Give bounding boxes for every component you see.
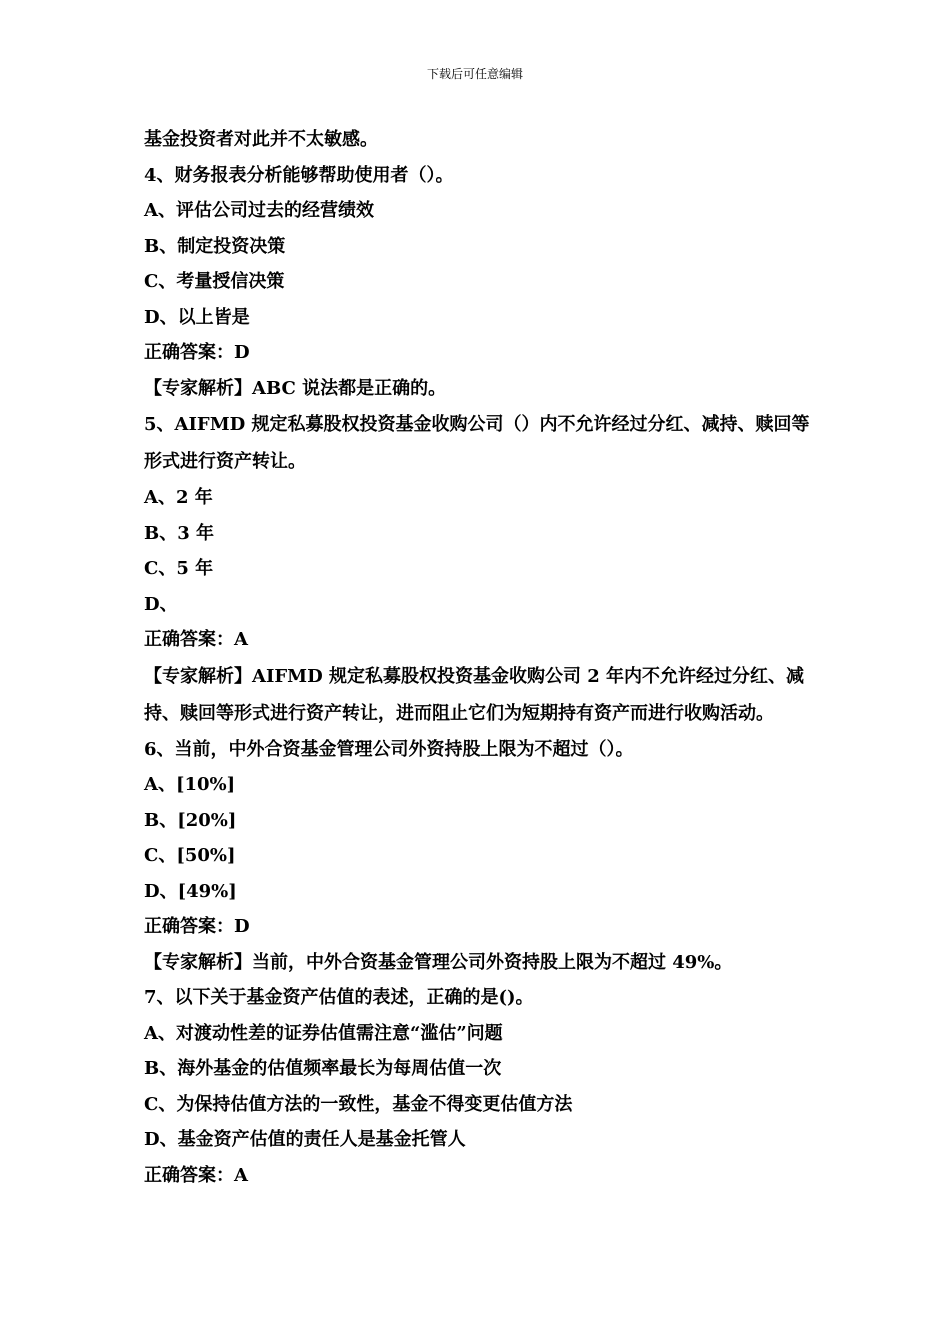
question-5: 5、AIFMD 规定私募股权投资基金收购公司（）内不允许经过分红、减持、赎回等形式进行资产转让。 xyxy=(144,414,810,472)
option-c: C、为保持估值方法的一致性，基金不得变更估值方法 xyxy=(144,1093,573,1115)
option-c: C、[50%] xyxy=(144,845,236,866)
question-6: 6、当前，中外合资基金管理公司外资持股上限为不超过（）。 xyxy=(144,738,634,760)
expert-analysis: 【专家解析】当前，中外合资基金管理公司外资持股上限为不超过 49%。 xyxy=(144,951,733,973)
option-b: B、3 年 xyxy=(144,522,215,544)
expert-analysis: 【专家解析】ABC 说法都是正确的。 xyxy=(144,377,447,399)
option-a: A、[10%] xyxy=(144,774,236,795)
option-a: A、评估公司过去的经营绩效 xyxy=(144,200,374,221)
option-a: A、对渡动性差的证券估值需注意“滥估”问题 xyxy=(144,1022,503,1044)
option-c: C、考量授信决策 xyxy=(144,271,285,292)
correct-answer: 正确答案：A xyxy=(144,1164,248,1186)
option-c: C、5 年 xyxy=(144,558,214,579)
correct-answer: 正确答案：A xyxy=(144,629,248,650)
option-b: B、[20%] xyxy=(144,809,237,831)
page-header: 下载后可任意编辑 xyxy=(426,67,523,81)
option-d: D、以上皆是 xyxy=(144,306,250,328)
document-body xyxy=(144,122,814,1193)
correct-answer: 正确答案：D xyxy=(144,342,250,363)
option-d: D、基金资产估值的责任人是基金托管人 xyxy=(144,1129,466,1150)
option-b: B、制定投资决策 xyxy=(144,235,286,257)
question-7: 7、以下关于基金资产估值的表述，正确的是()。 xyxy=(144,987,534,1008)
text-line: 基金投资者对此并不太敏感。 xyxy=(144,129,378,150)
option-d: D、 xyxy=(144,593,178,615)
option-d: D、[49%] xyxy=(144,880,237,902)
option-a: A、2 年 xyxy=(144,487,213,508)
question-4: 4、财务报表分析能够帮助使用者（）。 xyxy=(144,164,454,186)
correct-answer: 正确答案：D xyxy=(144,916,250,937)
expert-analysis: 【专家解析】AIFMD 规定私募股权投资基金收购公司 2 年内不允许经过分红、减持、赎回等形式进行资产转让，进而阻止它们为短期持有资产而进行收购活动。 xyxy=(144,665,805,724)
option-b: B、海外基金的估值频率最长为每周估值一次 xyxy=(144,1058,502,1079)
